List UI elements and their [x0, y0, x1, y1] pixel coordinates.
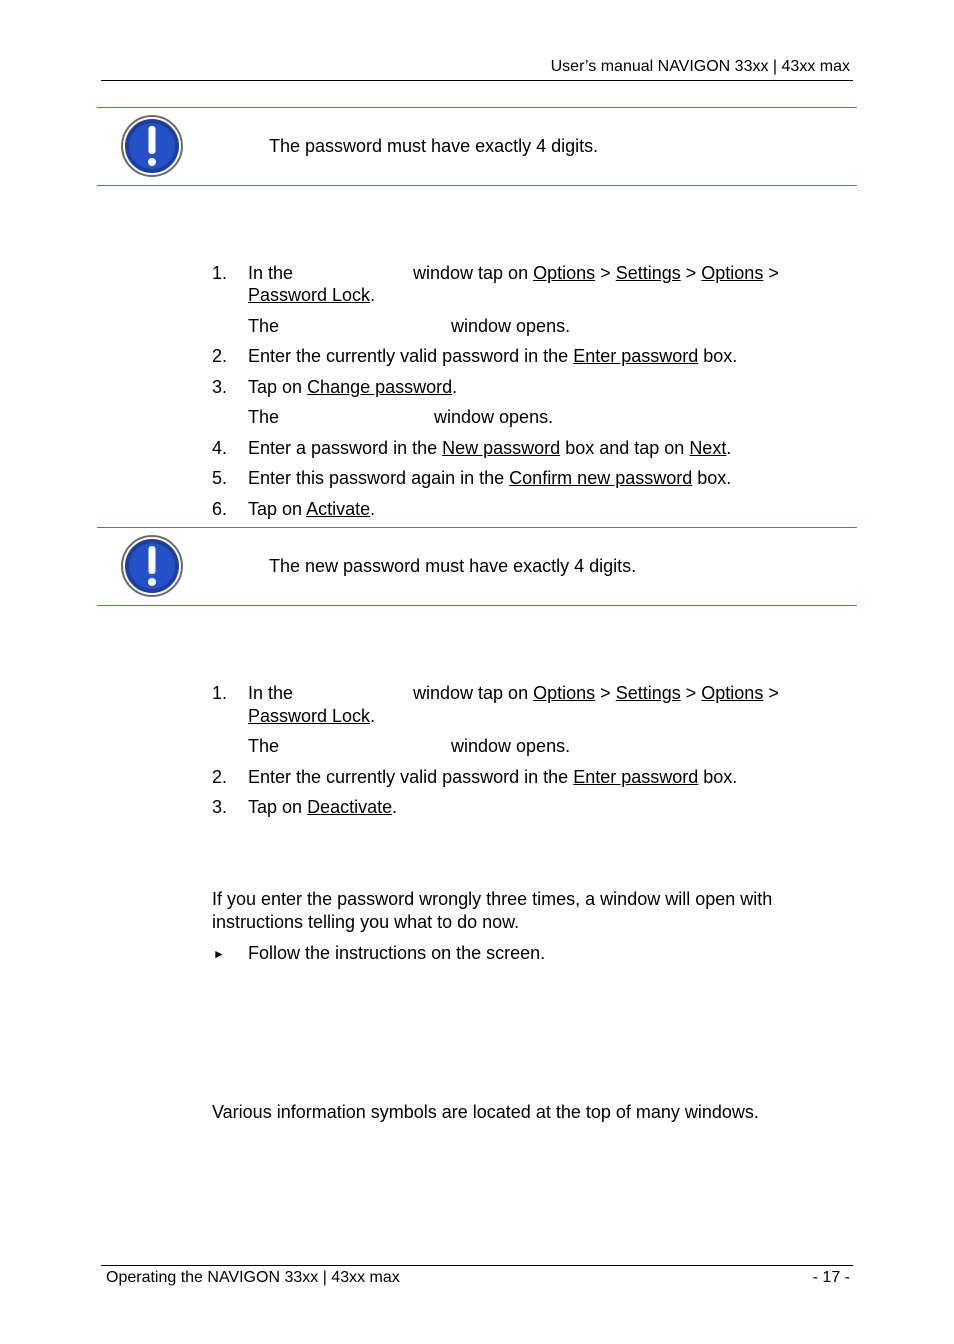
step-number: 6.	[212, 499, 228, 519]
step-number: 3.	[212, 377, 228, 397]
step-number: 1.	[212, 683, 228, 703]
options-link[interactable]: Options	[533, 263, 596, 283]
step-result-cont: window opens.	[451, 736, 571, 756]
step-number: 1.	[212, 263, 228, 283]
note-bottom-rule	[97, 185, 857, 186]
footer-title: Operating the NAVIGON 33xx | 43xx max	[106, 1269, 400, 1286]
note-text: The password must have exactly 4 digits.	[269, 136, 599, 156]
options-link[interactable]: Options	[533, 683, 596, 703]
step-number: 2.	[212, 346, 228, 366]
step-text-cont: window tap on Options > Settings > Options >	[413, 263, 779, 283]
change-password-link[interactable]: Change password	[307, 377, 453, 397]
bullet-text: Follow the instructions on the screen.	[248, 943, 546, 963]
note-bottom-rule	[97, 605, 857, 606]
step-text: Enter this password again in the Confirm new password box.	[248, 468, 732, 488]
password-lock-link[interactable]: Password Lock	[248, 285, 371, 305]
step-text: In the	[248, 683, 294, 703]
step-number: 3.	[212, 797, 228, 817]
new-password-link[interactable]: New password	[442, 438, 561, 458]
paragraph-line: instructions telling you what to do now.	[212, 912, 520, 932]
step-text: Tap on Activate.	[248, 499, 376, 519]
next-link[interactable]: Next	[689, 438, 727, 458]
step-result-cont: window opens.	[434, 407, 554, 427]
confirm-new-password-link[interactable]: Confirm new password	[509, 468, 693, 488]
step-result: The	[248, 316, 280, 336]
options-link-2[interactable]: Options	[701, 263, 764, 283]
step-result-cont: window opens.	[451, 316, 571, 336]
step-number: 2.	[212, 767, 228, 787]
paragraph-line: If you enter the password wrongly three times, a window will open with	[212, 889, 773, 909]
note-top-rule	[97, 107, 857, 108]
step-text-line2: Password Lock.	[248, 285, 376, 305]
step-text-cont: window tap on Options > Settings > Options >	[413, 683, 779, 703]
step-text: In the	[248, 263, 294, 283]
enter-password-link[interactable]: Enter password	[573, 767, 699, 787]
note-text: The new password must have exactly 4 digits.	[269, 556, 637, 576]
step-text: Enter the currently valid password in the Enter password box.	[248, 767, 738, 787]
footer-rule	[101, 1265, 853, 1266]
step-result: The	[248, 736, 280, 756]
password-lock-link[interactable]: Password Lock	[248, 706, 371, 726]
step-text: Tap on Change password.	[248, 377, 458, 397]
paragraph: Various information symbols are located at the top of many windows.	[212, 1102, 759, 1122]
step-number: 4.	[212, 438, 228, 458]
step-text-line2: Password Lock.	[248, 706, 376, 726]
deactivate-link[interactable]: Deactivate	[307, 797, 393, 817]
page-number: - 17 -	[812, 1269, 850, 1286]
bullet-arrow-icon: ►	[213, 947, 225, 961]
exclamation-icon	[120, 534, 184, 598]
step-text: Enter the currently valid password in the Enter password box.	[248, 346, 738, 366]
settings-link[interactable]: Settings	[615, 263, 681, 283]
step-number: 5.	[212, 468, 228, 488]
step-text: Enter a password in the New password box and tap on Next.	[248, 438, 732, 458]
exclamation-icon	[120, 114, 184, 178]
step-text: Tap on Deactivate.	[248, 797, 398, 817]
running-header: User’s manual NAVIGON 33xx | 43xx max	[550, 58, 850, 75]
note-top-rule	[97, 527, 857, 528]
step-result: The	[248, 407, 280, 427]
settings-link[interactable]: Settings	[615, 683, 681, 703]
activate-link[interactable]: Activate	[306, 499, 371, 519]
enter-password-link[interactable]: Enter password	[573, 346, 699, 366]
options-link-2[interactable]: Options	[701, 683, 764, 703]
header-rule	[101, 80, 853, 81]
